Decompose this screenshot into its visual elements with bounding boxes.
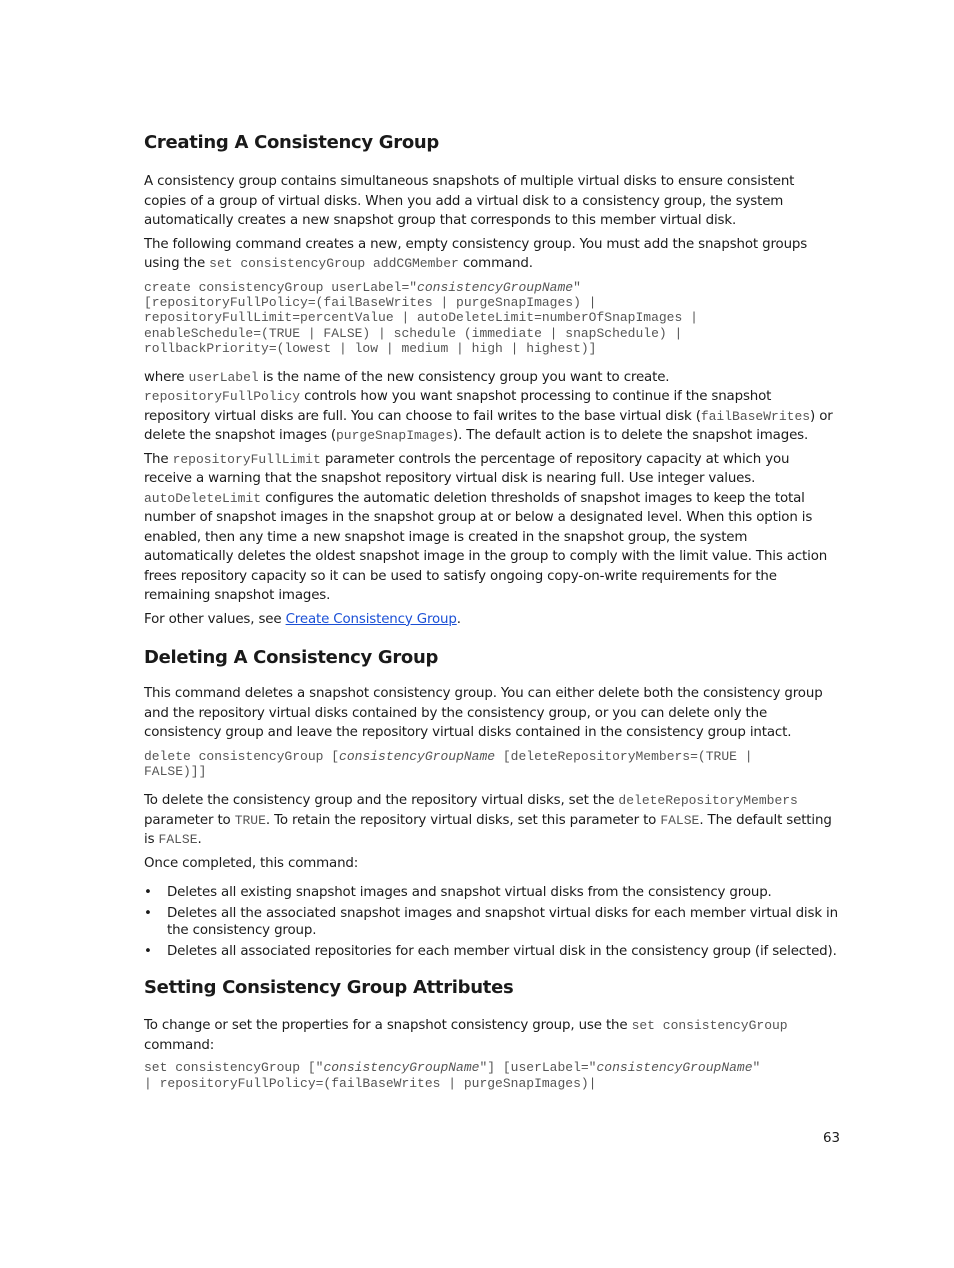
inline-code: deleteRepositoryMembers [618,793,798,809]
code-block-create: create consistencyGroup userLabel="consistencyGroupName" [repositoryFullPolicy=(failBaseWrites | purgeSnapImages) | repositoryFullLimit=percentValue | autoDeleteLimit=numberOfSnapImages | enableSchedule=(TRUE | FALSE) | schedule (immediate | snapSchedule) | rollbackPriority=(lowest | low | medium | high | highest)] [144,279,698,357]
inline-code: set consistencyGroup [631,1018,788,1034]
heading-setting-consistency-group-attributes: Setting Consistency Group Attributes [144,977,514,999]
inline-code: set consistencyGroup addCGMember [209,256,459,271]
list-item: • Deletes all existing snapshot images and snapshot virtual disks from the consistency group. [144,885,772,901]
bullet-icon: • [144,906,152,922]
inline-code: TRUE [234,812,266,828]
document-page [144,130,840,1091]
heading-creating-consistency-group: Creating A Consistency Group [144,132,439,153]
inline-code: userLabel [188,369,259,385]
bullet-icon: • [144,944,152,960]
list-item: • Deletes all associated repositories for each member virtual disk in the consistency group (if selected). [144,944,837,960]
paragraph-repository-full-policy: repositoryFullPolicy controls how you want snapshot processing to continue if the snapshot repository virtual disks are full. You can choose to fail writes to the base virtual disk (failBaseWrites) or delete the snapshot images (purgeSnapImages). The default action is to delete the snapshot images. [144,389,833,444]
inline-code: FALSE [660,812,700,828]
code-block-delete: delete consistencyGroup [consistencyGroupName [deleteRepositoryMembers=(TRUE | FALSE)]] [144,748,753,779]
page-number: 63 [822,1131,840,1146]
paragraph-intro: A consistency group contains simultaneous snapshots of multiple virtual disks to ensure consistent copies of a group of virtual disks. When you add a virtual disk to a consistency group, the system automatically creates a new snapshot group that corresponds to this member virtual disk. [144,174,795,228]
paragraph-set-intro: To change or set the properties for a snapshot consistency group, use the set consistencyGroup command: [144,1018,788,1053]
inline-code: purgeSnapImages [335,428,454,444]
inline-code: FALSE [158,832,198,848]
inline-code: autoDeleteLimit [144,490,262,506]
paragraph-once-completed: Once completed, this command: [144,855,359,871]
heading-deleting-consistency-group: Deleting A Consistency Group [144,647,439,669]
bullet-list [144,884,840,960]
link-create-consistency-group[interactable]: Create Consistency Group [285,611,457,627]
paragraph-delete-intro: This command deletes a snapshot consistency group. You can either delete both the consistency group and the repository virtual disks contained by the consistency group, or you can delete only the consistency group and leave the repository virtual disks contained in the consistency group intact. [144,686,823,741]
inline-code: repositoryFullLimit [172,451,321,467]
paragraph-delete-params: To delete the consistency group and the repository virtual disks, set the deleteRepositoryMembers parameter to TRUE. To retain the repository virtual disks, set this parameter to FALSE. The default setting is FALSE. [144,793,832,848]
bullet-icon: • [144,885,152,901]
paragraph-repository-full-limit: The repositoryFullLimit parameter controls the percentage of repository capacity at which you receive a warning that the snapshot repository virtual disk is nearing full. Use integer values. autoDeleteLimit configures the automatic deletion thresholds of snapshot images to keep the total number of snapshot images in the snapshot group at or below a designated level. When this option is enabled, then any time a new snapshot image is created in the snapshot group, the system automatically deletes the oldest snapshot image in the group to comply with the limit value. This action frees repository capacity so it can be used to satisfy ongoing copy-on-write requirements for the remaining snapshot images. [144,451,828,604]
inline-code: repositoryFullPolicy [144,389,301,405]
paragraph-command-intro: The following command creates a new, empty consistency group. You must add the snapshot groups using the set consistencyGroup addCGMember command. [144,236,808,271]
paragraph-userlabel: where userLabel is the name of the new consistency group you want to create. [144,369,670,385]
code-block-set: set consistencyGroup ["consistencyGroupName"] [userLabel="consistencyGroupName" | repositoryFullPolicy=(failBaseWrites | purgeSnapImages)| [144,1060,761,1091]
inline-code: failBaseWrites [700,408,811,424]
list-item: • Deletes all the associated snapshot images and snapshot virtual disks for each member virtual disk in the consistency group. [144,906,838,939]
paragraph-other-values: For other values, see Create Consistency Group. [144,611,461,627]
